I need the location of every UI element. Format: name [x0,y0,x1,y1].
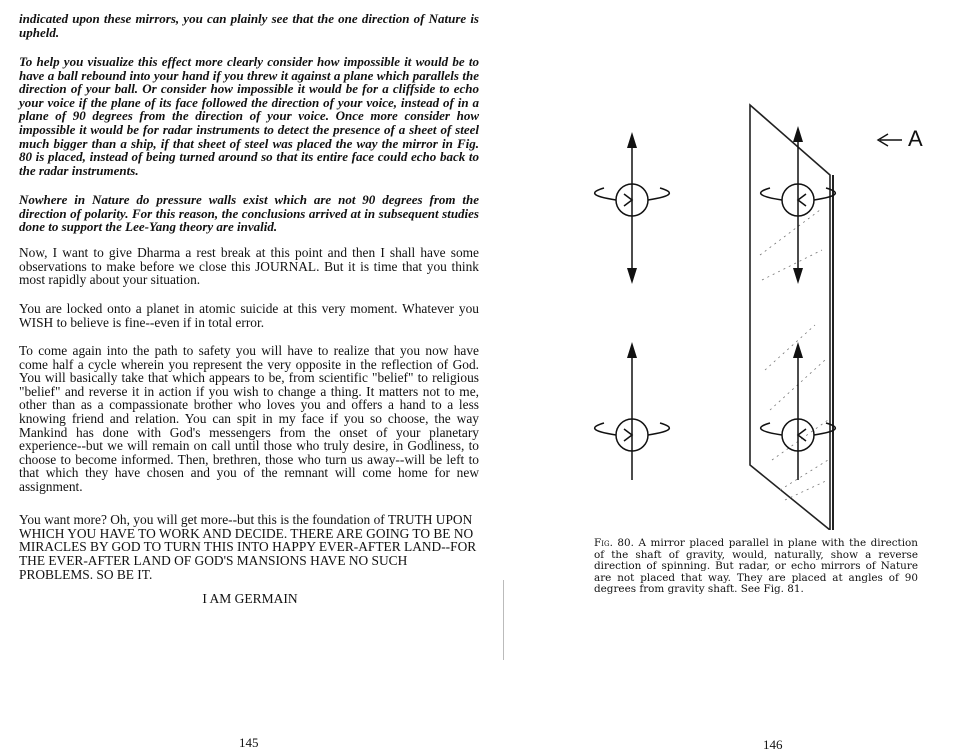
paragraph-1: indicated upon these mirrors, you can plainly see that the one direction of Nature is upheld. [19,11,479,40]
paragraph-2: To help you visualize this effect more clearly consider how impossible it would be to have a ball rebound into your hand if you threw it against a plane which parallels the direction of your ball. Or consider how impossible it would be for a cliffside to echo your voice if the plane of its face followed the direction of your voice, instead of in a plane of 90 degrees from the direction of your voice. Once more consider how impossible it would be for radar instruments to detect the presence of a sheet of steel much bigger than a ship, if that sheet of steel was placed the way the mirror in Fig. 80 is placed, instead of being turned around so that its entire face could echo back to the radar instruments. [19,54,479,178]
figure-label-a: A [908,126,923,151]
gutter-line [503,580,504,660]
signature: I AM GERMAIN [202,591,298,606]
caption-fig-label: Fig. 80. [594,537,634,549]
lower-left-spin-symbol [595,342,670,480]
label-a-pointer [878,134,902,146]
figure-80-diagram [580,80,930,530]
mirror-panel [750,105,833,530]
caption-text: A mirror placed parallel in plane with the direction of the shaft of gravity, would, naturally, show a reverse direction of spinning. But radar, or echo mirrors of Nature are not placed that way. They are placed at angles of 90 degrees from gravity shaft. See Fig. 81. [594,537,918,596]
paragraph-7: You want more? Oh, you will get more--but this is the foundation of TRUTH UPON WHICH YOU HAVE TO WORK AND DECIDE. THERE ARE GOING TO BE NO MIRACLES BY GOD TO TURN THIS INTO HAPPY EVER-AFTER LAND--FOR THE EVER-AFTER LAND OF GOD'S MANSIONS HAVE NO SUCH PROBLEMS. SO BE IT. [19,512,477,582]
paragraph-6: To come again into the path to safety you will have to realize that you now have come half a cycle wherein you represent the very opposite in the reflection of God. You will basically take that which appears to be, from scientific "belief" to religious "belief" and reverse it in action if you wish to change a thing. It matters not to me, other than as a compassionate brother who loves you and offers a hand to a less knowing friend and relation. You can spit in my face if you so choose, the way Mankind has done with God's messengers from the onset of your planetary experience--but we will remain on call until those who truly desire, in Godliness, to choose to become informed. Then, brethren, those who turn us away--will be left to that which they have chosen and you of the remnant will come home for new assignment. [19,343,479,494]
upper-left-spin-symbol [595,132,670,284]
page-number-right: 146 [763,737,783,752]
page-number-left: 145 [239,735,259,750]
paragraph-5: You are locked onto a planet in atomic suicide at this very moment. Whatever you WISH to believe is fine--even if in total error. [19,301,479,330]
figure-caption [594,538,918,596]
paragraph-3: Nowhere in Nature do pressure walls exist which are not 90 degrees from the direction of polarity. For this reason, the conclusions arrived at in subsequent studies done to support the Lee-Yang theory are invalid. [19,192,479,235]
paragraph-4: Now, I want to give Dharma a rest break at this point and then I shall have some observations to make before we close this JOURNAL. But it is time that you think most rapidly about your situation. [19,245,479,288]
